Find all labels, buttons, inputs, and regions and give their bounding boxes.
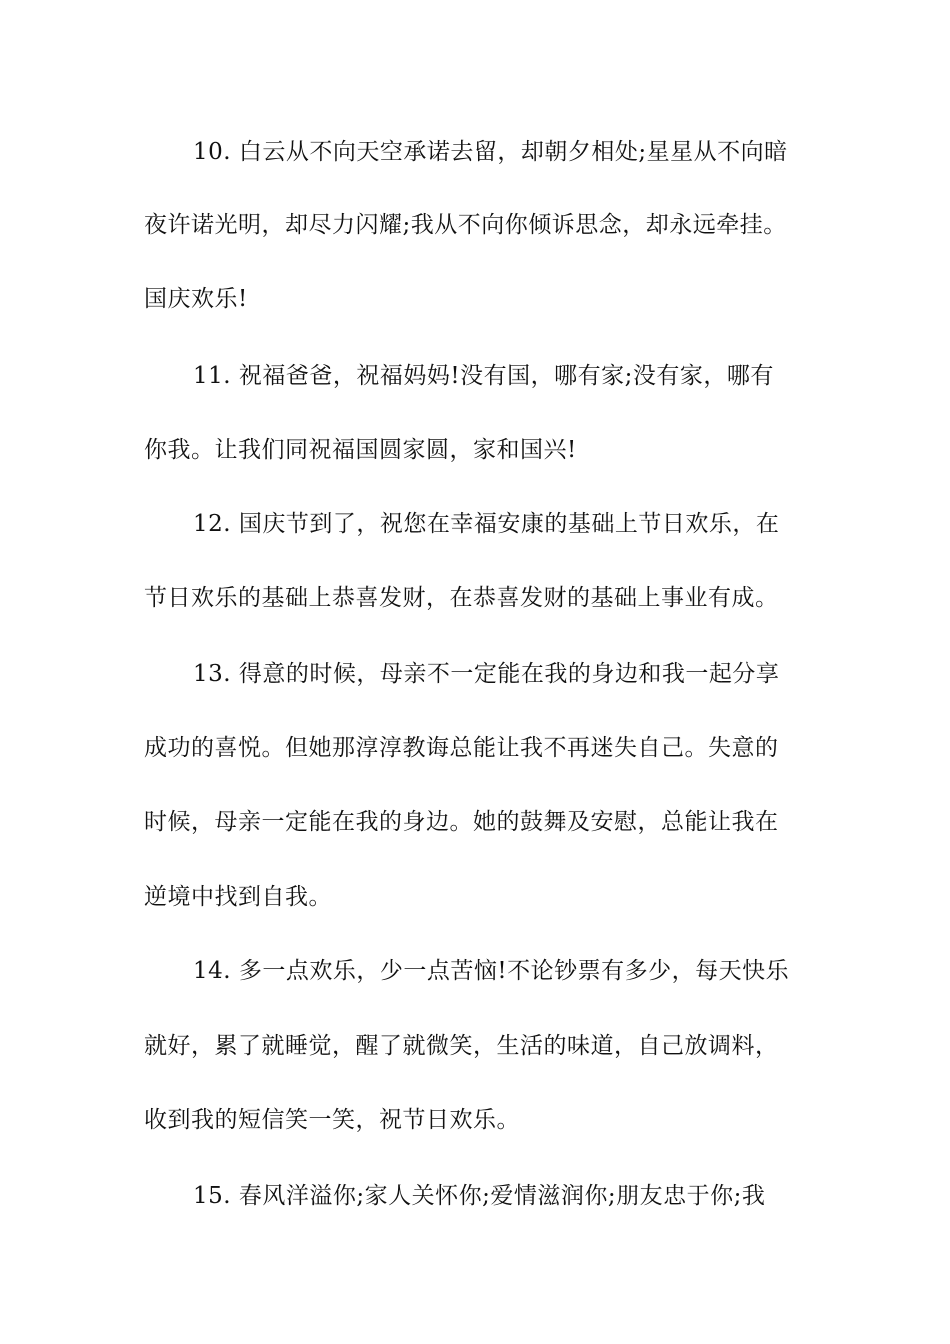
paragraph-12-line-2: 节日欢乐的基础上恭喜发财，在恭喜发财的基础上事业有成。 bbox=[144, 585, 779, 611]
paragraph-10-line-2: 夜许诺光明，却尽力闪耀;我从不向你倾诉思念，却永远牵挂。 bbox=[144, 212, 787, 238]
paragraph-15-line-1: 15. 春风洋溢你;家人关怀你;爱情滋润你;朋友忠于你;我 bbox=[193, 1183, 766, 1209]
paragraph-13-line-3: 时候，母亲一定能在我的身边。她的鼓舞及安慰，总能让我在 bbox=[144, 809, 779, 835]
paragraph-13-line-1: 13. 得意的时候，母亲不一定能在我的身边和我一起分享 bbox=[193, 661, 780, 687]
paragraph-11-line-2: 你我。让我们同祝福国圆家圆，家和国兴! bbox=[144, 437, 577, 463]
paragraph-14-line-3: 收到我的短信笑一笑，祝节日欢乐。 bbox=[144, 1107, 520, 1133]
paragraph-14-line-2: 就好，累了就睡觉，醒了就微笑，生活的味道，自己放调料， bbox=[144, 1033, 779, 1059]
paragraph-14-line-1: 14. 多一点欢乐，少一点苦恼!不论钞票有多少，每天快乐 bbox=[193, 958, 790, 984]
paragraph-10-line-3: 国庆欢乐! bbox=[144, 286, 248, 312]
paragraph-11-line-1: 11. 祝福爸爸，祝福妈妈!没有国，哪有家;没有家，哪有 bbox=[193, 363, 774, 389]
paragraph-12-line-1: 12. 国庆节到了，祝您在幸福安康的基础上节日欢乐，在 bbox=[193, 511, 780, 537]
paragraph-10-line-1: 10. 白云从不向天空承诺去留，却朝夕相处;星星从不向暗 bbox=[193, 139, 788, 165]
paragraph-13-line-4: 逆境中找到自我。 bbox=[144, 884, 332, 910]
paragraph-13-line-2: 成功的喜悦。但她那淳淳教诲总能让我不再迷失自己。失意的 bbox=[144, 735, 779, 761]
